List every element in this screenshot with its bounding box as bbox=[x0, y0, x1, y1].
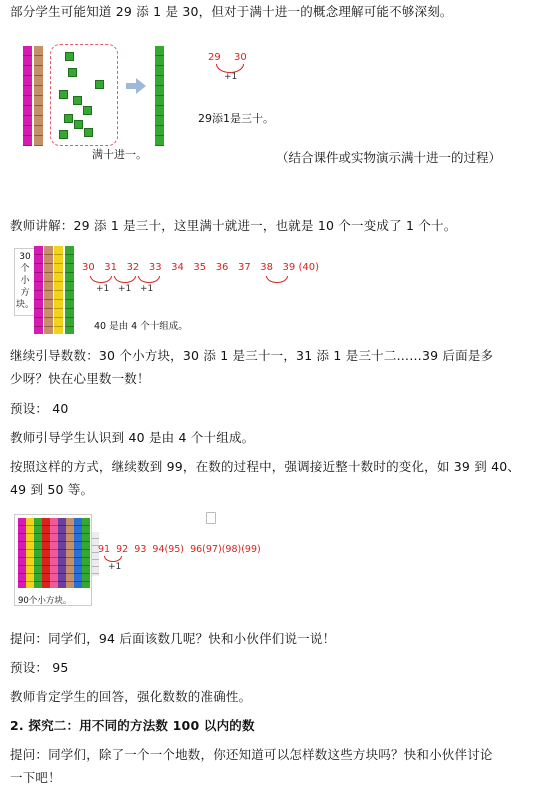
count-number: (98) bbox=[221, 544, 242, 555]
count-number: 31 bbox=[104, 262, 118, 273]
arc-icon bbox=[114, 276, 136, 283]
label-line: 块。 bbox=[15, 300, 34, 310]
count-number: (99) bbox=[241, 544, 261, 555]
paragraph-discuss-line2: 一下吧！ bbox=[10, 770, 61, 785]
count-number: 37 bbox=[237, 262, 251, 273]
green-cube bbox=[64, 114, 73, 123]
count-number: 96 bbox=[190, 544, 203, 555]
count-number: 34 bbox=[171, 262, 184, 273]
document-icon bbox=[206, 512, 216, 524]
magenta-rod bbox=[23, 46, 32, 146]
plus-label: +1 bbox=[140, 284, 154, 294]
label-line: 30 bbox=[19, 252, 31, 262]
count-number: 30 bbox=[82, 262, 95, 273]
arc-icon bbox=[90, 276, 112, 283]
figure-thirty-cubes bbox=[10, 244, 540, 340]
count-number: 94 bbox=[152, 544, 165, 555]
count-number: 35 bbox=[193, 262, 207, 273]
plus-label: +1 bbox=[118, 284, 132, 294]
number-row bbox=[98, 544, 261, 555]
paragraph-continue-line1: 按照这样的方式，继续数到 99，在数的过程中，强调接近整十数时的变化，如 39 到 40、 bbox=[10, 459, 521, 474]
rod bbox=[18, 518, 26, 588]
plus-label: +1 bbox=[96, 284, 110, 294]
arc-from: 29 bbox=[208, 52, 221, 63]
count-number: 36 bbox=[215, 262, 229, 273]
count-number: 93 bbox=[134, 544, 147, 555]
green-cube bbox=[65, 52, 74, 61]
rod bbox=[66, 518, 74, 588]
plus-label: +1 bbox=[108, 562, 122, 572]
sentence-forty: 40 是由 4 个十组成。 bbox=[94, 321, 188, 332]
rod bbox=[42, 518, 50, 588]
count-number: 39 bbox=[282, 262, 296, 273]
count-number: (97) bbox=[202, 544, 222, 555]
caption-ninety: 90个小方块。 bbox=[18, 596, 72, 606]
rod bbox=[74, 518, 82, 588]
count-number: 33 bbox=[148, 262, 162, 273]
rod bbox=[50, 518, 58, 588]
label-line: 个 bbox=[20, 264, 30, 274]
paragraph-affirm: 教师肯定学生的回答，强化数数的准确性。 bbox=[10, 689, 252, 704]
tan-rod bbox=[44, 246, 53, 334]
green-rod bbox=[65, 246, 74, 334]
paragraph-guide-line1: 继续引导数数：30 个小方块，30 添 1 是三十一，31 添 1 是三十二……39 后面是多 bbox=[10, 348, 494, 363]
rod bbox=[34, 518, 42, 588]
number-row: 30 31 32 33 34 35 36 37 38 39 (40) bbox=[82, 262, 319, 273]
preset-answer-1: 预设： 40 bbox=[10, 401, 69, 416]
label-box bbox=[14, 248, 36, 316]
magenta-rod bbox=[34, 246, 43, 334]
arc-to: 30 bbox=[234, 52, 247, 63]
tan-rod bbox=[34, 46, 43, 146]
label-line: 方 bbox=[20, 288, 30, 298]
count-number: 91 bbox=[98, 544, 111, 555]
arc-icon bbox=[266, 276, 288, 283]
paragraph-forty: 教师引导学生认识到 40 是由 4 个十组成。 bbox=[10, 430, 255, 445]
arc-label: +1 bbox=[224, 72, 238, 82]
paragraph-question: 提问：同学们，94 后面该数几呢？快和小伙伴们说一说！ bbox=[10, 631, 336, 646]
green-cube bbox=[68, 68, 77, 77]
green-cube bbox=[95, 80, 104, 89]
figure-ninety-cubes bbox=[10, 512, 550, 610]
figure-carry-over bbox=[18, 38, 538, 172]
paragraph-continue-line2: 49 到 50 等。 bbox=[10, 482, 94, 497]
green-cube bbox=[83, 106, 92, 115]
green-cube bbox=[59, 90, 68, 99]
paragraph-intro: 部分学生可能知道 29 添 1 是 30，但对于满十进一的概念理解可能不够深刻。 bbox=[10, 4, 453, 19]
green-rod bbox=[155, 46, 164, 146]
count-number: (95) bbox=[164, 544, 185, 555]
section-heading: 2. 探究二：用不同的方法数 100 以内的数 bbox=[10, 718, 255, 733]
preset-answer-2: 预设： 95 bbox=[10, 660, 69, 675]
green-cube bbox=[84, 128, 93, 137]
count-number: 32 bbox=[126, 262, 140, 273]
green-cube bbox=[59, 130, 68, 139]
caption-carry: 满十进一。 bbox=[92, 148, 147, 161]
arrow-icon bbox=[126, 83, 136, 89]
yellow-rod bbox=[54, 246, 63, 334]
paragraph-explain: 教师讲解：29 添 1 是三十，这里满十就进一，也就是 10 个一变成了 1 个十。 bbox=[10, 218, 457, 233]
green-cube bbox=[73, 96, 82, 105]
sentence-29-plus-1: 29添1是三十。 bbox=[198, 112, 274, 125]
arc-icon bbox=[138, 276, 160, 283]
paragraph-guide-line2: 少呀？快在心里数一数！ bbox=[10, 371, 150, 386]
rod bbox=[58, 518, 66, 588]
label-line: 小 bbox=[20, 276, 30, 286]
rod bbox=[26, 518, 34, 588]
count-number: 38 bbox=[260, 262, 273, 273]
rod bbox=[82, 518, 90, 588]
count-answer: 40 bbox=[302, 262, 316, 273]
demo-note: （结合课件或实物演示满十进一的过程） bbox=[276, 150, 502, 165]
count-number: 92 bbox=[116, 544, 129, 555]
paragraph-discuss-line1: 提问：同学们，除了一个一个地数，你还知道可以怎样数这些方块吗？快和小伙伴讨论 bbox=[10, 747, 493, 762]
green-cube bbox=[74, 120, 83, 129]
